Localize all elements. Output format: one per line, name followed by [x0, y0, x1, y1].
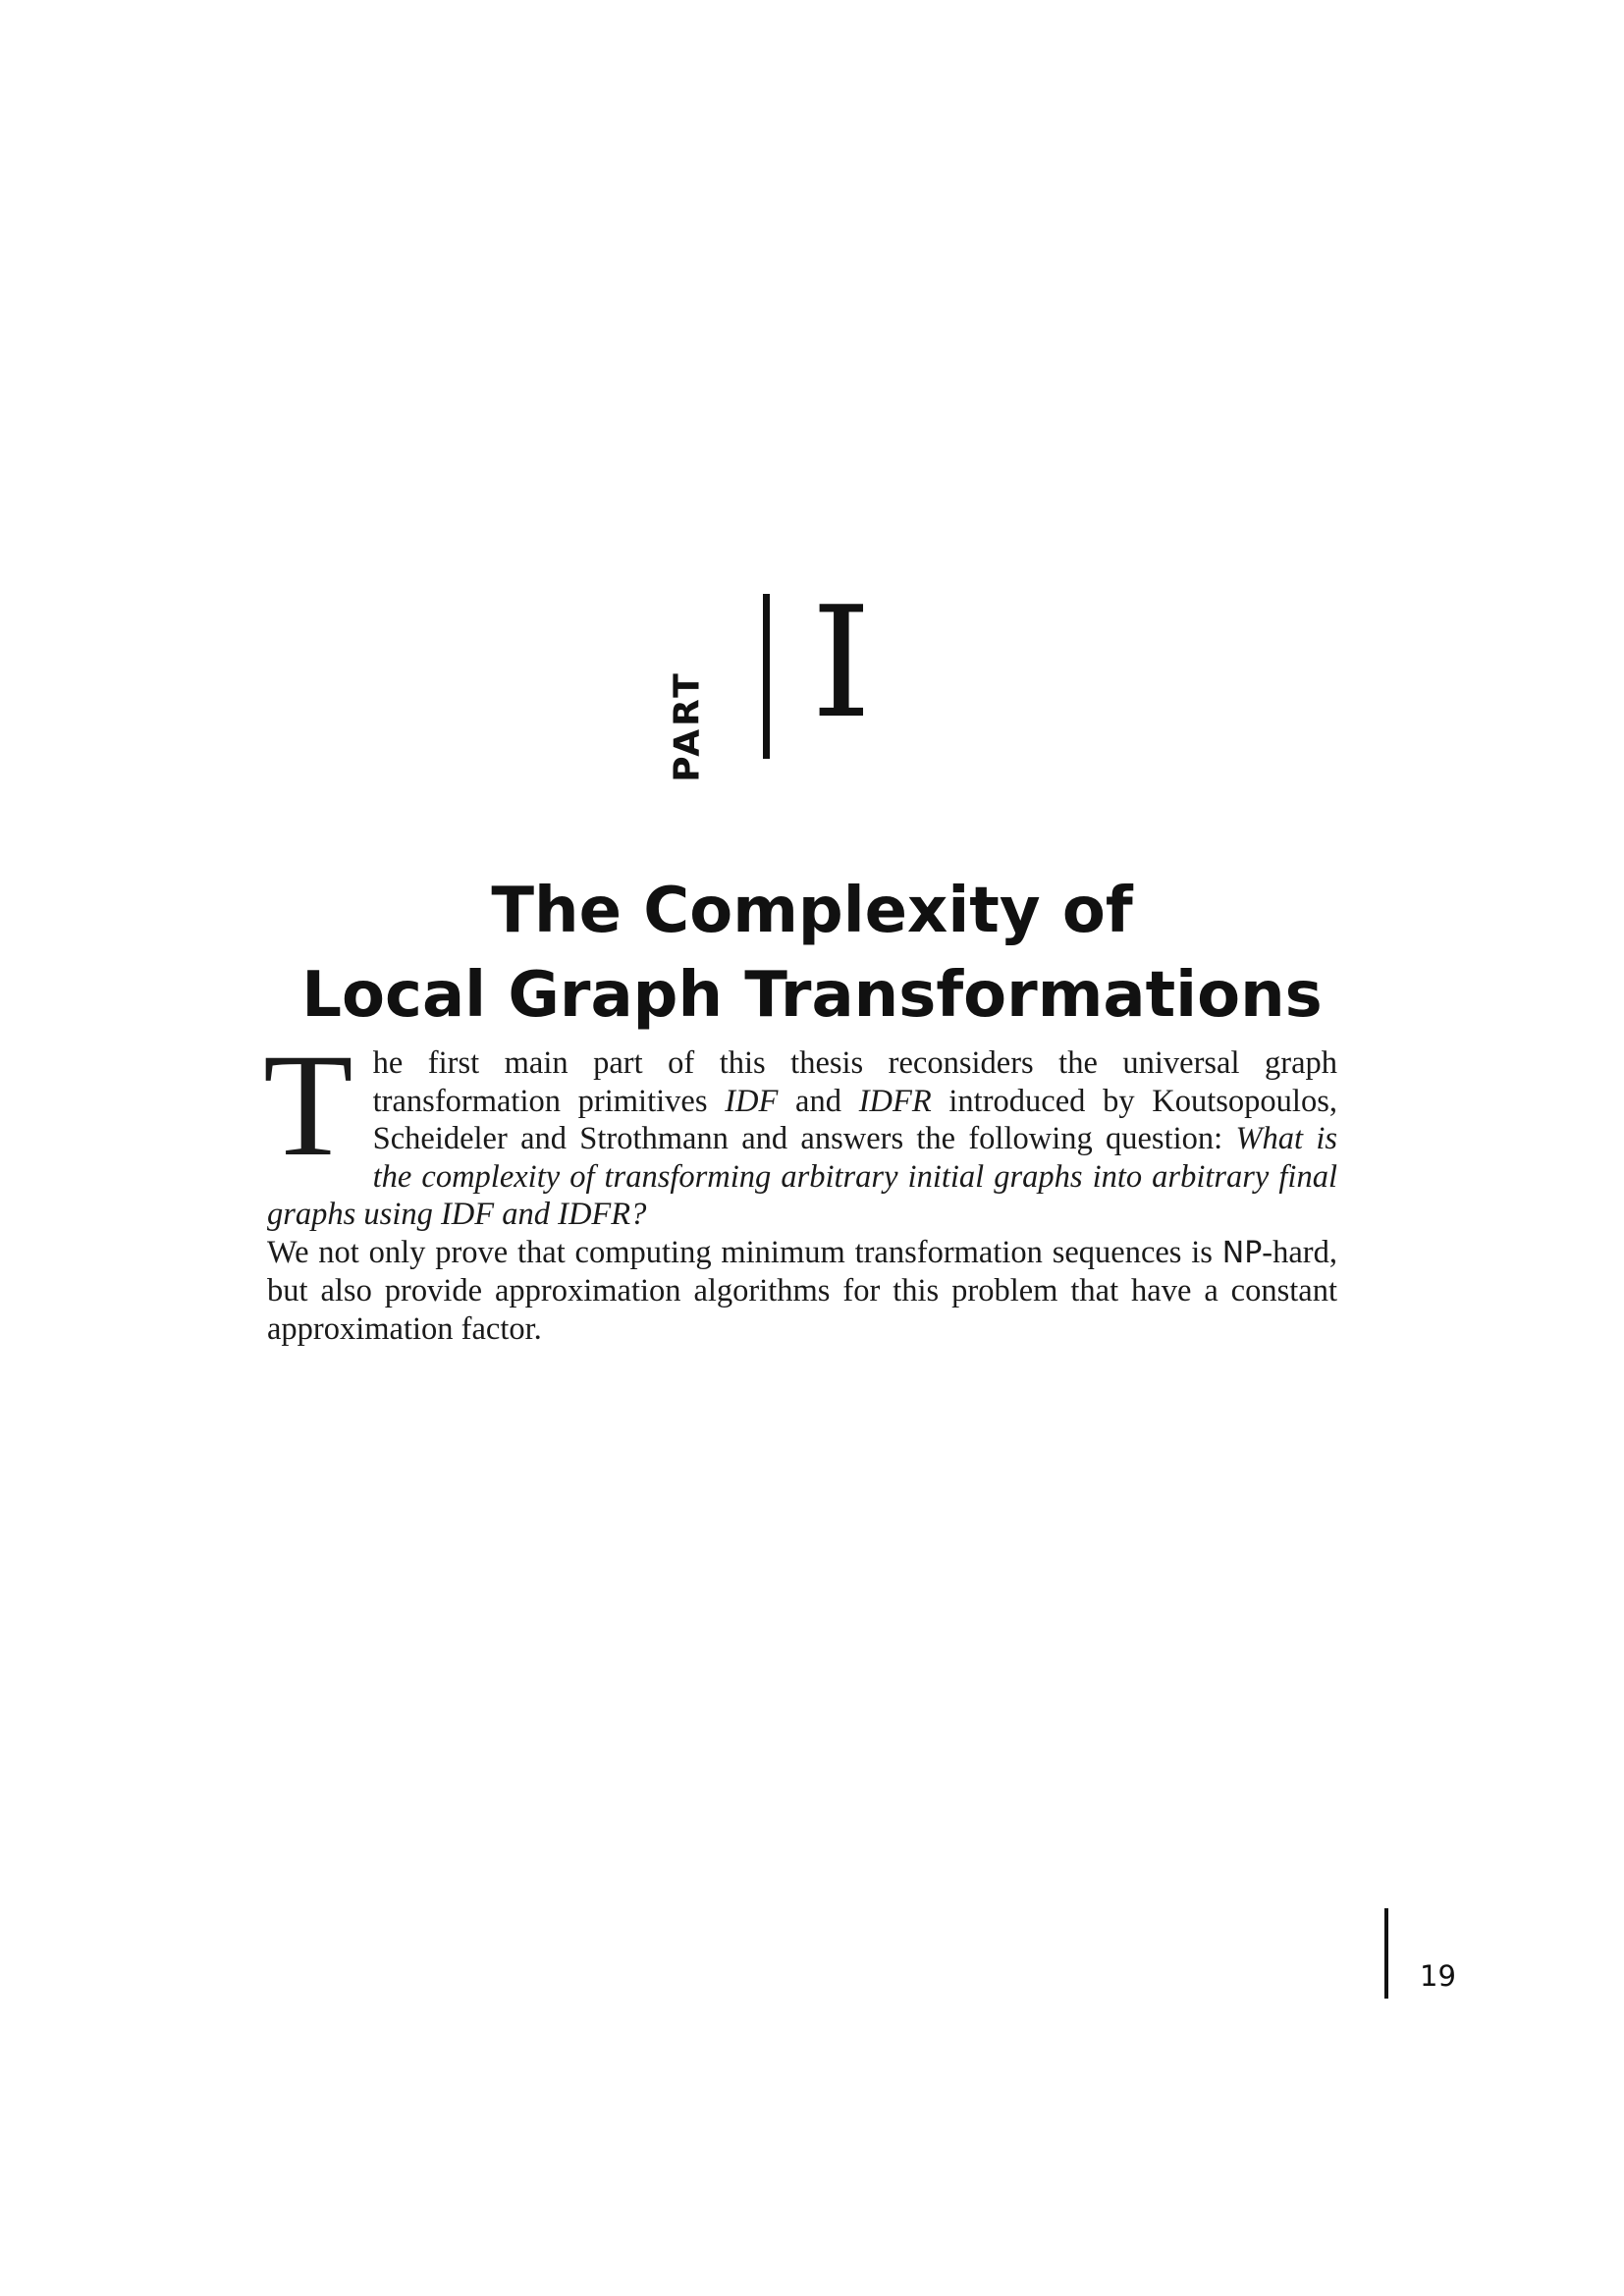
- abstract-text: and: [778, 1083, 859, 1119]
- part-title-line-1: The Complexity of: [491, 874, 1133, 947]
- abstract-text: We not only prove that computing minimum transformation sequences is: [267, 1234, 1222, 1270]
- abstract-text: introduced by Koutsopoulos, Scheideler and Strothmann and answers the following question:: [372, 1083, 1337, 1156]
- abstract-paragraph-1: [267, 1044, 1337, 1234]
- page-number-rule: [1384, 1908, 1388, 1999]
- primitive-idfr: IDFR: [858, 1083, 932, 1119]
- complexity-class-np: NP: [1221, 1235, 1263, 1270]
- question-text: What is the complexity of transforming arbitrary initial graphs into arbitrary final graphs using: [267, 1121, 1338, 1232]
- part-numeral: I: [811, 573, 872, 752]
- part-divider-rule: [763, 594, 770, 759]
- primitive-idfr: IDFR: [558, 1197, 631, 1232]
- part-title-line-2: Local Graph Transformations: [301, 958, 1323, 1032]
- part-label: PART: [667, 670, 708, 782]
- part-abstract: [263, 1024, 1338, 1348]
- abstract-text: he first main part of this thesis reconsiders the universal graph transformation primitives: [372, 1045, 1337, 1119]
- question-text: and: [494, 1197, 559, 1232]
- primitive-idf: IDF: [440, 1197, 495, 1232]
- question-text: ?: [630, 1197, 647, 1232]
- part-title: [223, 869, 1401, 1038]
- abstract-text: -hard, but also provide approximation algorithms for this problem that have a constant approximation factor.: [267, 1234, 1337, 1347]
- abstract-paragraph-2: [267, 1234, 1337, 1349]
- page-number: 19: [1420, 1959, 1456, 1993]
- drop-cap: T: [263, 1024, 353, 1187]
- primitive-idf: IDF: [725, 1083, 779, 1119]
